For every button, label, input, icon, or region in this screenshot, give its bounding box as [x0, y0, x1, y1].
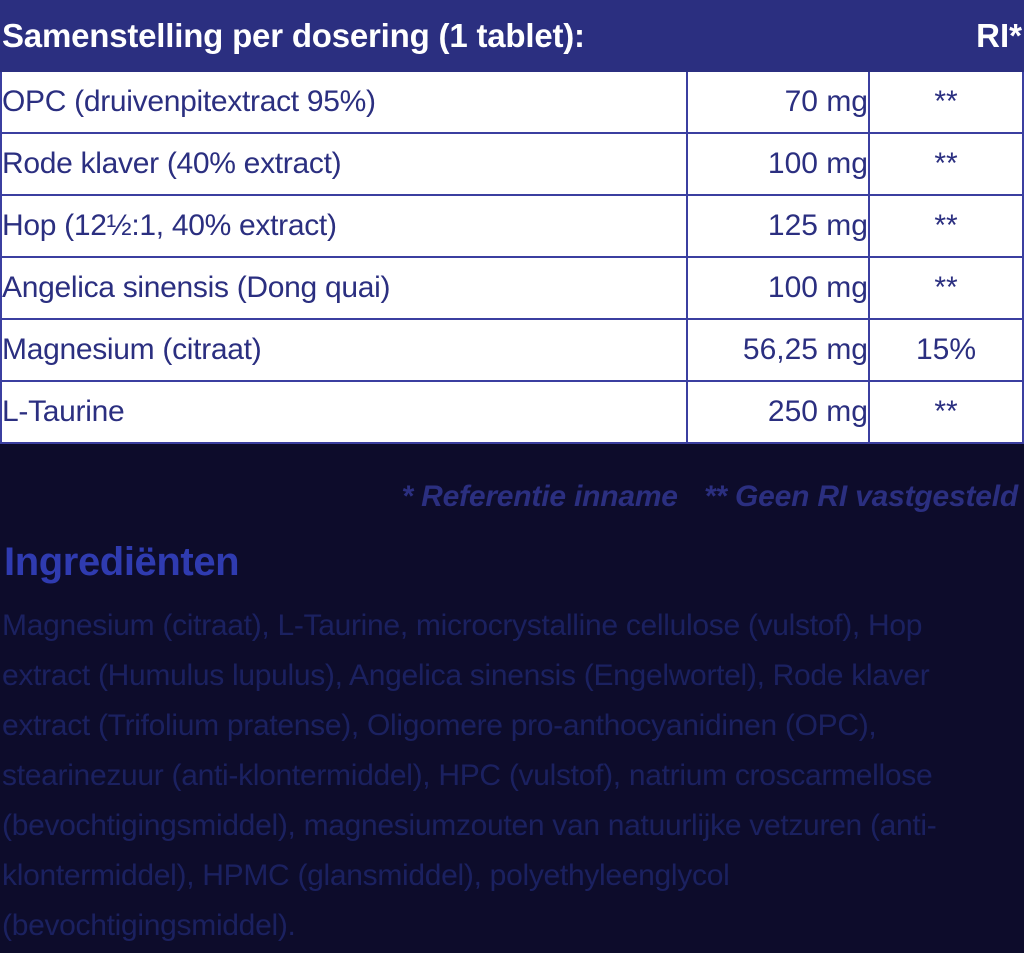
ingredient-amount: 100 mg	[687, 133, 869, 195]
ingredient-amount: 56,25 mg	[687, 319, 869, 381]
table-header	[1, 1, 1023, 71]
table-row	[1, 257, 1023, 319]
ingredient-ri: 15%	[869, 319, 1023, 381]
table-header-row	[1, 1, 1023, 71]
table-title: Samenstelling per dosering (1 tablet):	[1, 1, 869, 71]
ingredients-heading: Ingrediënten	[4, 540, 240, 584]
ingredient-ri: **	[869, 195, 1023, 257]
ingredient-name: OPC (druivenpitextract 95%)	[1, 71, 687, 133]
table-header-ri: RI*	[869, 1, 1023, 71]
table-row	[1, 319, 1023, 381]
ingredients-text: Magnesium (citraat), L-Taurine, microcrystalline cellulose (vulstof), Hop extract (Humulus lupulus), Angelica sinensis (Engelwortel), Rode klaver extract (Trifolium pratense), Oligomere pro-anthocyanidinen (OPC), stearinezuur (anti-klontermiddel), HPC (vulstof), natrium croscarmellose (bevochtigingsmiddel), magnesiumzouten van natuurlijke vetzuren (anti-klontermiddel), HPMC (glansmiddel), polyethyleenglycol (bevochtigingsmiddel).	[2, 609, 937, 942]
ingredient-ri: **	[869, 71, 1023, 133]
ingredient-amount: 70 mg	[687, 71, 869, 133]
ingredient-amount: 100 mg	[687, 257, 869, 319]
ingredient-name: Hop (12½:1, 40% extract)	[1, 195, 687, 257]
ingredient-name: Angelica sinensis (Dong quai)	[1, 257, 687, 319]
ingredient-amount: 125 mg	[687, 195, 869, 257]
ingredient-ri: **	[869, 257, 1023, 319]
ingredient-ri: **	[869, 133, 1023, 195]
table-body	[1, 71, 1023, 443]
table-row	[1, 133, 1023, 195]
footnote-no-ri: ** Geen RI vastgesteld	[703, 480, 1018, 513]
footnote-ri: * Referentie inname	[401, 480, 678, 513]
composition-table	[0, 0, 1024, 444]
table-row	[1, 381, 1023, 443]
ingredient-name: Rode klaver (40% extract)	[1, 133, 687, 195]
table-row	[1, 195, 1023, 257]
ingredient-amount: 250 mg	[687, 381, 869, 443]
ingredient-name: L-Taurine	[1, 381, 687, 443]
ingredient-ri: **	[869, 381, 1023, 443]
table-row	[1, 71, 1023, 133]
ingredient-name: Magnesium (citraat)	[1, 319, 687, 381]
table-footnotes	[0, 480, 1024, 514]
